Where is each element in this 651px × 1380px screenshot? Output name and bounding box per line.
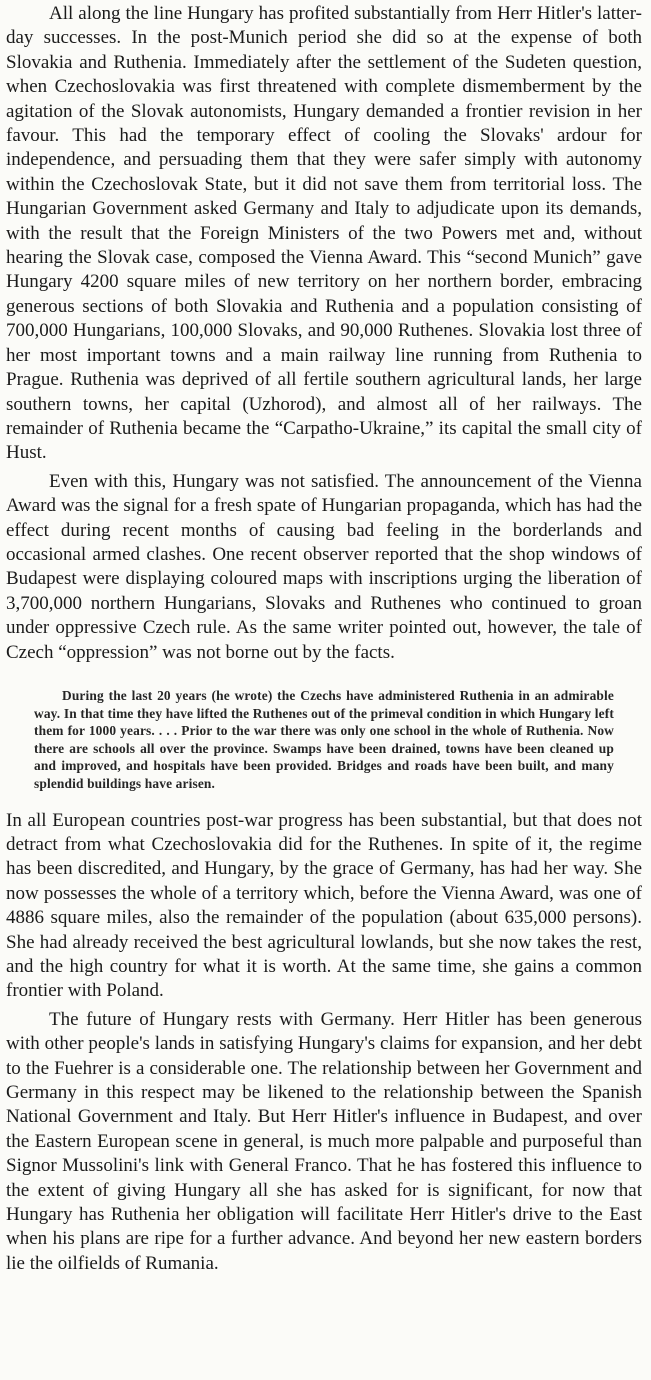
paragraph-future-of-hungary: The future of Hungary rests with Germany. Herr Hitler has been generous with other people's lands in satisfying Hungary's claims for expansion, and her debt to the Fuehrer is a considerable one. The relationship between her Government and Germany in this respect may be likened to the relationship between the Spanish National Government and Italy. But Herr Hitler's influence in Budapest, and over the Eastern European scene in general, is much more palpable and purposeful than Signor Mussolini's link with General Franco. That he has fostered this influence to the extent of giving Hungary all she has asked for is significant, for now that Hungary has Ruthenia her obligation will facilitate Herr Hitler's drive to the East when his plans are ripe for a further advance. And beyond her new eastern borders lie the oilfields of Rumania. [6,1008,642,1274]
paragraph-propaganda: Even with this, Hungary was not satisfied. The announcement of the Vienna Award was the signal for a fresh spate of Hungarian propaganda, which has had the effect during recent months of causing bad feeling in the borderlands and occasional armed clashes. One recent observer reported that the shop windows of Budapest were displaying coloured maps with inscriptions urging the liberation of 3,700,000 northern Hungarians, Slovaks and Ruthenes who continued to groan under oppressive Czech rule. As the same writer pointed out, however, the tale of Czech “oppression” was not borne out by the facts. [6,470,642,663]
paragraph-hungary-gains: All along the line Hungary has profited substantially from Herr Hitler's latter-day successes. In the post-Munich period she did so at the expense of both Slovakia and Ruthenia. Immediately after the settlement of the Sudeten question, when Czechoslovakia was first threatened with complete dismemberment by the agitation of the Slovak autonomists, Hungary demanded a frontier revision in her favour. This had the temporary effect of cooling the Slovaks' ardour for independence, and persuading them that they were safer simply with autonomy within the Czechoslovak State, but it did not save them from territorial loss. The Hungarian Government asked Germany and Italy to adjudicate upon its demands, with the result that the Foreign Ministers of the two Powers met and, without hearing the Slovak case, composed the Vienna Award. This “second Munich” gave Hungary 4200 square miles of new territory on her northern border, embracing generous sections of both Slovakia and Ruthenia and a population consisting of 700,000 Hungarians, 100,000 Slovaks, and 90,000 Ruthenes. Slovakia lost three of her most important towns and a main railway line running from Ruthenia to Prague. Ruthenia was deprived of all fertile southern agricultural lands, her large southern towns, her capital (Uzhorod), and almost all of her railways. The remainder of Ruthenia became the “Carpatho-Ukraine,” its capital the small city of Hust. [6,3,642,464]
paragraph-post-war-progress: In all European countries post-war progress has been substantial, but that does not detract from what Czechoslovakia did for the Ruthenes. In spite of it, the regime has been discredited, and Hungary, by the grace of Germany, has had her way. She now possesses the whole of a territory which, before the Vienna Award, was one of 4886 square miles, also the remainder of the population (about 635,000 persons). She had already received the best agricultural lowlands, but she now takes the rest, and the high country for what it is worth. At the same time, she gains a common frontier with Poland. [6,809,642,1002]
block-quote-ruthenia: During the last 20 years (he wrote) the Czechs have administered Ruthenia in an admirable way. In that time they have lifted the Ruthenes out of the primeval condition in which Hungary left them for 1000 years. . . . Prior to the war there was only one school in the whole of Ruthenia. Now there are schools all over the province. Swamps have been drained, towns have been cleaned up and improved, and hospitals have been provided. Bridges and roads have been built, and many splendid buildings have arisen. [34,687,614,791]
